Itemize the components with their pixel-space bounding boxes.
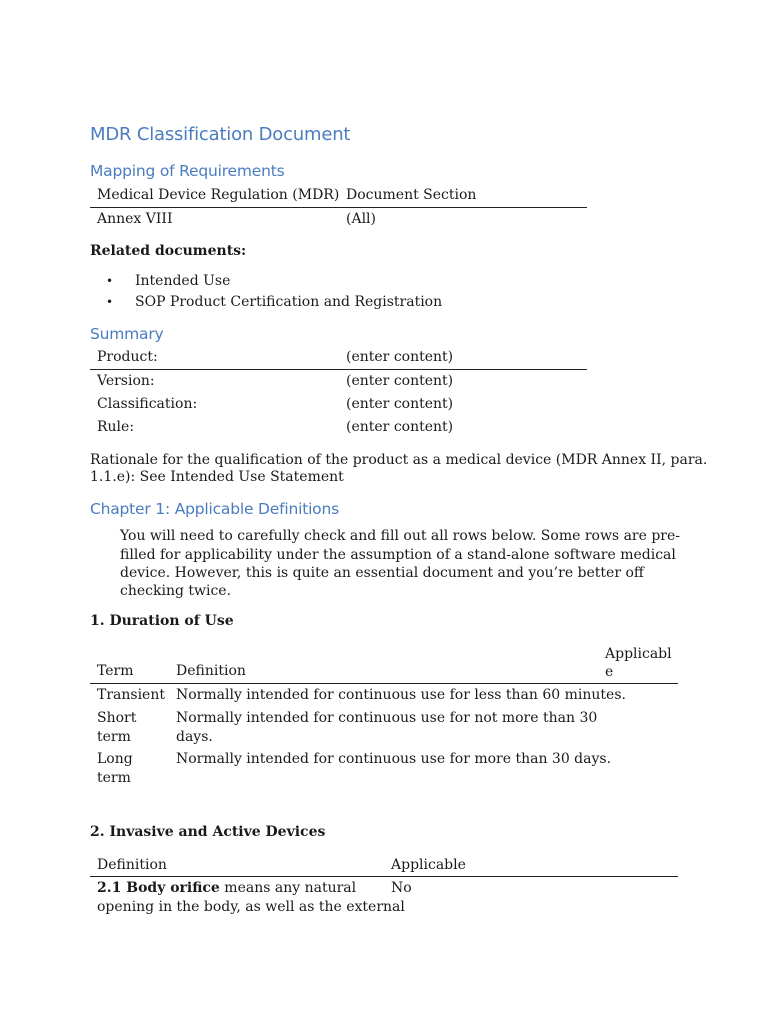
- related-heading: Related documents:: [90, 243, 247, 259]
- mapping-header-rule: [90, 207, 587, 208]
- duration-col-applicable: e: [605, 664, 614, 680]
- summary-value[interactable]: (enter content): [346, 349, 454, 365]
- invasive-applicable-value[interactable]: No: [391, 880, 412, 896]
- duration-term: Transient: [97, 687, 165, 703]
- mapping-cell-section: (All): [346, 211, 376, 227]
- summary-label: Version:: [97, 373, 155, 389]
- chapter1-intro-line: device. However, this is quite an essential document and you’re better off: [120, 565, 644, 581]
- invasive-definition: [97, 879, 356, 898]
- bullet-icon: •: [106, 295, 114, 309]
- duration-col-definition: Definition: [176, 663, 246, 679]
- invasive-definition-text: opening in the body, as well as the external: [97, 899, 405, 915]
- summary-heading: Summary: [90, 325, 164, 343]
- chapter1-intro-line: You will need to carefully check and fill out all rows below. Some rows are pre-: [120, 528, 681, 544]
- chapter1-intro-line: checking twice.: [120, 583, 232, 599]
- summary-label: Rule:: [97, 419, 135, 435]
- summary-value[interactable]: (enter content): [346, 396, 454, 412]
- related-item[interactable]: Intended Use: [135, 273, 231, 289]
- duration-heading: 1. Duration of Use: [90, 613, 234, 629]
- rationale-text: 1.1.e): See Intended Use Statement: [90, 469, 344, 485]
- summary-header-rule: [90, 369, 587, 370]
- document-title: MDR Classification Document: [90, 124, 351, 145]
- summary-label: Product:: [97, 349, 158, 365]
- duration-term: term: [97, 770, 131, 786]
- summary-label: Classification:: [97, 396, 198, 412]
- bullet-icon: •: [106, 274, 114, 288]
- duration-header-rule: [90, 683, 678, 684]
- mapping-col-section: Document Section: [346, 187, 477, 203]
- summary-value[interactable]: (enter content): [346, 373, 454, 389]
- related-item[interactable]: SOP Product Certification and Registration: [135, 294, 443, 310]
- mapping-heading: Mapping of Requirements: [90, 162, 285, 180]
- summary-value[interactable]: (enter content): [346, 419, 454, 435]
- duration-col-applicable: Applicabl: [605, 646, 672, 662]
- invasive-heading: 2. Invasive and Active Devices: [90, 824, 326, 840]
- duration-term: term: [97, 729, 131, 745]
- duration-definition: Normally intended for continuous use for more than 30 days.: [176, 751, 612, 767]
- invasive-col-applicable: Applicable: [391, 857, 466, 873]
- invasive-definition-term: 2.1 Body orifice: [97, 880, 220, 896]
- mapping-cell-regulation: Annex VIII: [97, 211, 173, 227]
- duration-definition: days.: [176, 729, 213, 745]
- duration-definition: Normally intended for continuous use for less than 60 minutes.: [176, 687, 626, 703]
- duration-col-term: Term: [97, 663, 134, 679]
- invasive-header-rule: [90, 876, 678, 877]
- duration-term: Short: [97, 710, 137, 726]
- invasive-col-definition: Definition: [97, 857, 167, 873]
- chapter1-heading: Chapter 1: Applicable Definitions: [90, 500, 339, 518]
- duration-definition: Normally intended for continuous use for not more than 30: [176, 710, 598, 726]
- mapping-col-regulation: Medical Device Regulation (MDR): [97, 187, 340, 203]
- chapter1-intro-line: filled for applicability under the assumption of a stand-alone software medical: [120, 547, 676, 563]
- rationale-text: Rationale for the qualification of the product as a medical device (MDR Annex II, para.: [90, 452, 708, 468]
- invasive-definition-text: means any natural: [219, 880, 357, 896]
- duration-term: Long: [97, 751, 133, 767]
